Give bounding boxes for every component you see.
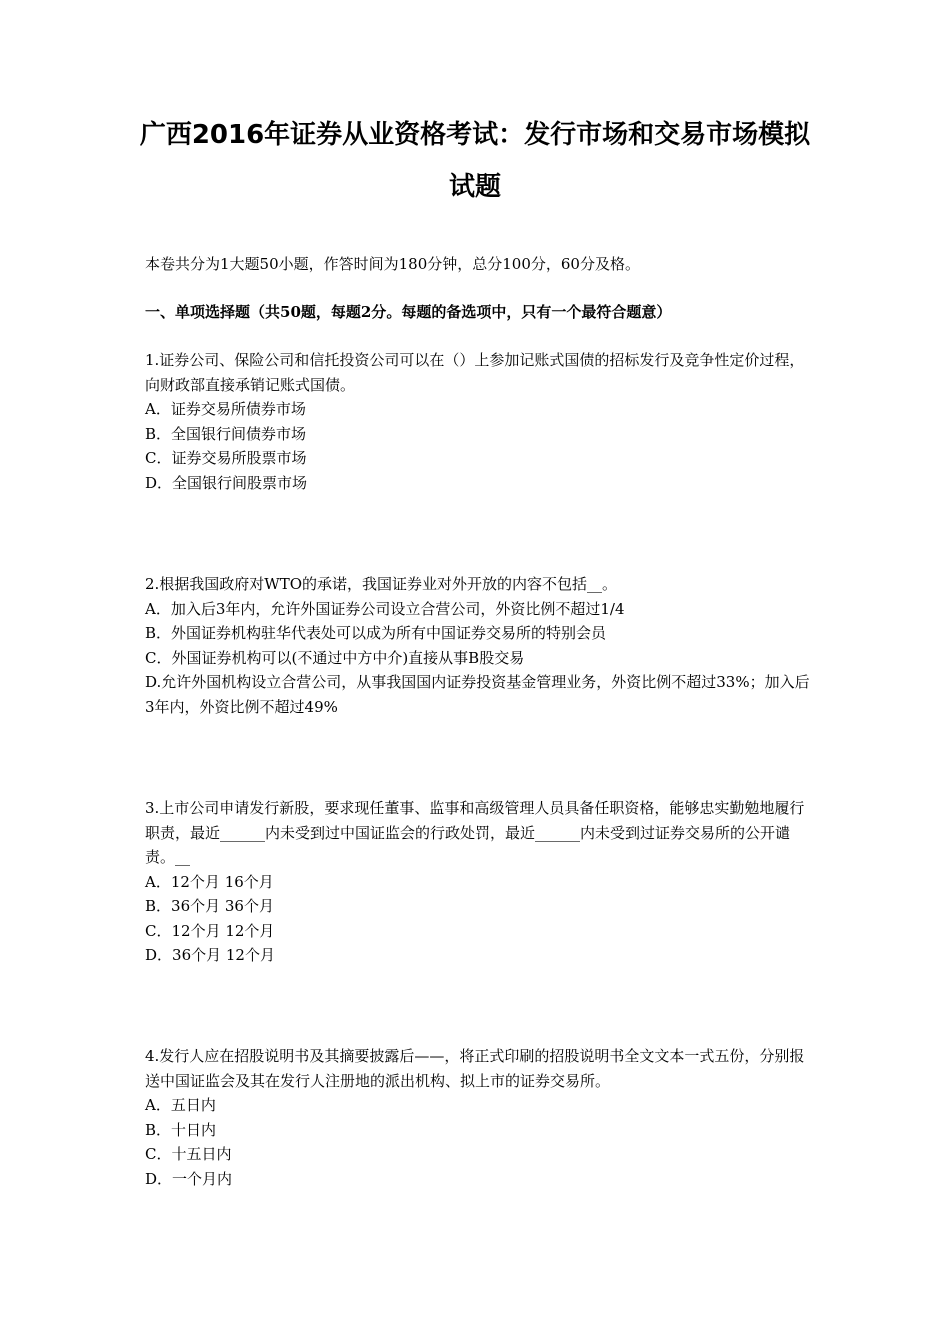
option-d: D．一个月内 [145, 1169, 233, 1188]
question-3 [145, 796, 815, 968]
option-b: B．全国银行间债券市场 [145, 424, 307, 443]
option-a: A．证券交易所债券市场 [145, 400, 306, 418]
option-d: D.允许外国机构设立合营公司，从事我国国内证券投资基金管理业务，外资比例不超过33%；加入后3年内，外资比例不超过49% [145, 673, 810, 716]
section-heading: 一、单项选择题（共50题，每题2分。每题的备选项中，只有一个最符合题意） [145, 303, 672, 321]
option-d: D．36个月 12个月 [145, 946, 275, 964]
option-c: C．十五日内 [145, 1145, 232, 1163]
question-1 [145, 348, 815, 495]
option-d: D．全国银行间股票市场 [145, 473, 308, 492]
option-b: B．36个月 36个月 [145, 897, 274, 915]
option-c: C．证券交易所股票市场 [145, 449, 307, 467]
option-b: B．十日内 [145, 1120, 217, 1139]
document-title-line-1: 广西2016年证券从业资格考试：发行市场和交易市场模拟 [139, 120, 811, 150]
option-c: C．12个月 12个月 [145, 921, 275, 940]
document-title-line-2: 试题 [448, 172, 501, 202]
question-stem: 4.发行人应在招股说明书及其摘要披露后——，将正式印刷的招股说明书全文文本一式五份，分别报送中国证监会及其在发行人注册地的派出机构、拟上市的证券交易所。 [145, 1047, 805, 1090]
option-a: A．12个月 16个月 [145, 872, 274, 891]
question-stem: 3.上市公司申请发行新股，要求现任董事、监事和高级管理人员具备任职资格，能够忠实勤勉地履行职责，最近______内未受到过中国证监会的行政处罚，最近______内未受到过证券交易所的公开谴责。__ [145, 799, 805, 866]
option-b: B．外国证券机构驻华代表处可以成为所有中国证券交易所的特别会员 [145, 624, 607, 642]
option-a: A．五日内 [145, 1096, 216, 1114]
option-c: C．外国证券机构可以(不通过中方中介)直接从事B股交易 [145, 648, 525, 667]
question-stem: 2.根据我国政府对WTO的承诺，我国证券业对外开放的内容不包括__。 [145, 575, 618, 593]
option-a: A．加入后3年内，允许外国证券公司设立合营公司，外资比例不超过1/4 [145, 599, 625, 618]
question-stem: 1.证券公司、保险公司和信托投资公司可以在（）上参加记账式国债的招标发行及竞争性定价过程，向财政部直接承销记账式国债。 [145, 351, 805, 394]
question-4 [145, 1044, 815, 1191]
exam-intro: 本卷共分为1大题50小题，作答时间为180分钟，总分100分，60分及格。 [145, 255, 640, 273]
question-2 [145, 572, 815, 719]
